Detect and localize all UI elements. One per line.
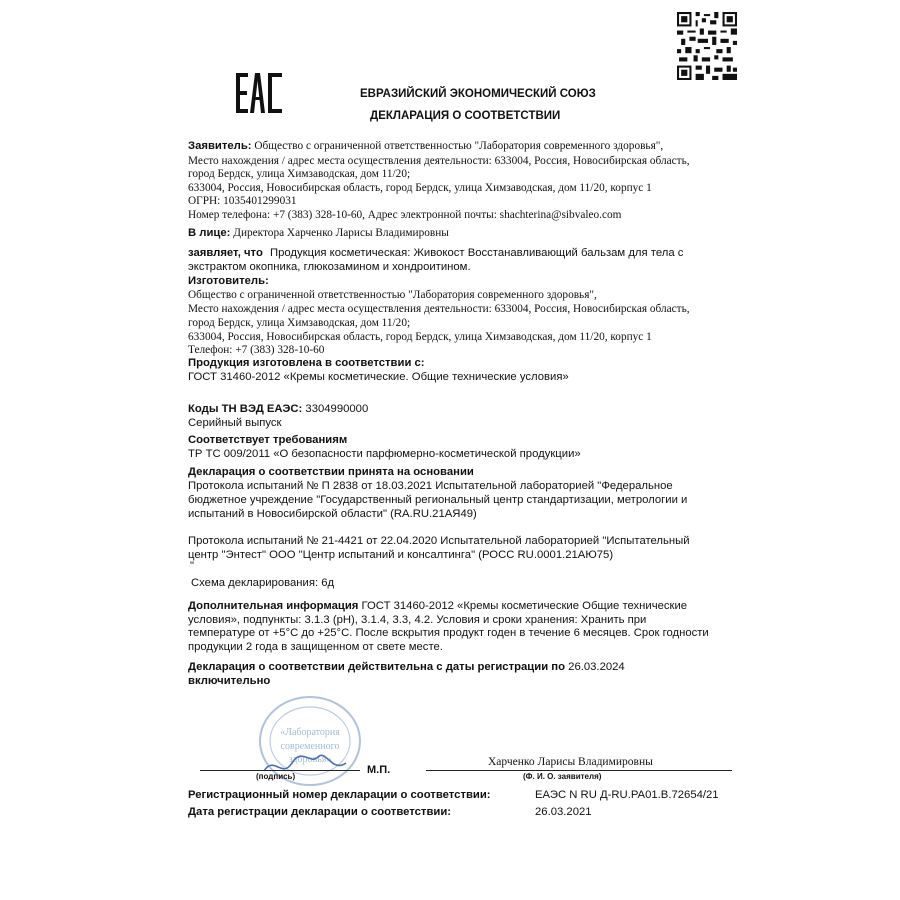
protocol-2-quote: " (190, 560, 195, 572)
product-line-1: Продукция косметическая: Живокост Восстанавливающий бальзам для тела с (269, 247, 684, 259)
manufacturer-address-1: Место нахождения / адрес места осуществления деятельности: 633004, Россия, Новосибирская область, (188, 303, 690, 315)
applicant-contacts: Номер телефона: +7 (383) 328-10-60, Адрес электронной почты: shachterina@sibvaleo.com (188, 209, 622, 221)
product-line-2: экстрактом окопника, глюкозамином и хондроитином. (188, 261, 471, 273)
validity-line (188, 661, 625, 674)
registration-number-value: ЕАЭС N RU Д-RU.PA01.B.72654/21 (535, 789, 719, 801)
person-label: В лице: (188, 227, 231, 239)
manufacturer-address-3: 633004, Россия, Новосибирская область, город Бердск, улица Химзаводская, дом 11/20, корпус 1 (188, 331, 652, 343)
applicant-line (188, 140, 663, 153)
stamp-placeholder-mp: М.П. (367, 764, 391, 776)
serial-release: Серийный выпуск (188, 417, 282, 429)
manufacturer-address-2: город Бердск, улица Химзаводская, дом 11/20; (188, 317, 411, 329)
manufacturer-name: Общество с ограниченной ответственностью "Лаборатория современного здоровья", (188, 289, 597, 301)
signature-line (200, 770, 360, 771)
additional-text-3: температуре от +5°С до +25°С. После вскрытия продукт годен в течение 6 месяцев. Срок годности (188, 627, 709, 639)
protocol-2-line-1: Протокола испытаний № 21-4421 от 22.04.2020 Испытательной лабораторией "Испытательный (188, 535, 690, 547)
manufacturer-phone: Телефон: +7 (383) 328-10-60 (188, 344, 325, 356)
union-title: ЕВРАЗИЙСКИЙ ЭКОНОМИЧЕСКИЙ СОЮЗ (360, 88, 596, 100)
svg-text:«Лаборатория: «Лаборатория (280, 727, 340, 738)
svg-text:современного: современного (280, 741, 340, 752)
additional-text-4: продукции 2 года в защищенном от свете месте. (188, 641, 443, 653)
additional-line-1 (188, 600, 687, 613)
registration-number-label: Регистрационный номер декларации о соответствии: (188, 789, 491, 801)
applicant-address-1: Место нахождения / адрес места осуществления деятельности: 633004, Россия, Новосибирская область, (188, 155, 690, 167)
protocol-2-line-2: центр "Энтест" ООО "Центр испытаний и консалтинга" (РОСС RU.0001.21АЮ75) (188, 549, 614, 561)
additional-text-1: ГОСТ 31460-2012 «Кремы косметические Общие технические (361, 600, 688, 612)
produced-label: Продукция изготовлена в соответствии с: (188, 357, 425, 369)
declaration-scheme: Схема декларирования: 6д (191, 577, 335, 589)
validity-text: Декларация о соответствии действительна с даты регистрации по (188, 661, 566, 673)
person-value: Директора Харченко Ларисы Владимировны (233, 227, 449, 239)
declares-label: заявляет, что (188, 247, 263, 259)
protocol-1-line-2: бюджетное учреждение "Государственный региональный центр стандартизации, метрологии и (188, 494, 688, 506)
applicant-address-3: 633004, Россия, Новосибирская область, город Бердск, улица Химзаводская, дом 11/20, корпус 1 (188, 182, 652, 194)
codes-value: 3304990000 (305, 403, 369, 415)
validity-date: 26.03.2024 (568, 661, 625, 673)
requirements-value: ТР ТС 009/2011 «О безопасности парфюмерно-косметической продукции» (188, 448, 581, 460)
document-title: ДЕКЛАРАЦИЯ О СООТВЕТСТВИИ (370, 110, 561, 122)
registration-date-value: 26.03.2021 (535, 806, 592, 818)
declares-line (188, 247, 683, 260)
manufacturer-label: Изготовитель: (188, 275, 269, 287)
person-line (188, 227, 449, 240)
applicant-address-2: город Бердск, улица Химзаводская, дом 11/20; (188, 168, 411, 180)
produced-value: ГОСТ 31460-2012 «Кремы косметические. Общие технические условия» (188, 371, 569, 383)
svg-text:здоровья»: здоровья» (288, 754, 332, 765)
requirements-label: Соответствует требованиям (188, 434, 348, 446)
codes-label: Коды ТН ВЭД ЕАЭС: (188, 403, 303, 415)
applicant-ogrn: ОГРН: 1035401299031 (188, 195, 297, 207)
applicant-label: Заявитель: (188, 140, 252, 152)
protocol-1-line-3: испытаний в Новосибирской области" (RA.RU.21АЯ49) (188, 508, 477, 520)
registration-date-label: Дата регистрации декларации о соответствии: (188, 806, 452, 818)
additional-text-2: условия», подпункты: 3.1.3 (pH), 3.1.4, 3.3, 4.2. Условия и сроки хранения: Хранить при (188, 614, 647, 626)
applicant-name: Общество с ограниченной ответственностью "Лаборатория современного здоровья", (254, 140, 664, 152)
protocol-1-line-1: Протокола испытаний № П 2838 от 18.03.2021 Испытательной лабораторией "Федеральное (188, 480, 673, 492)
fio-caption: (Ф. И. О. заявителя) (523, 772, 602, 781)
additional-label: Дополнительная информация (188, 600, 359, 612)
qr-code-icon (677, 12, 737, 80)
codes-line (188, 403, 368, 416)
eac-logo-icon (236, 73, 282, 113)
basis-label: Декларация о соответствии принята на основании (188, 466, 474, 478)
fio-line (426, 770, 732, 771)
validity-inclusive: включительно (188, 675, 271, 687)
signer-name: Харченко Ларисы Владимировны (488, 756, 653, 768)
signature-caption: (подпись) (256, 772, 296, 781)
